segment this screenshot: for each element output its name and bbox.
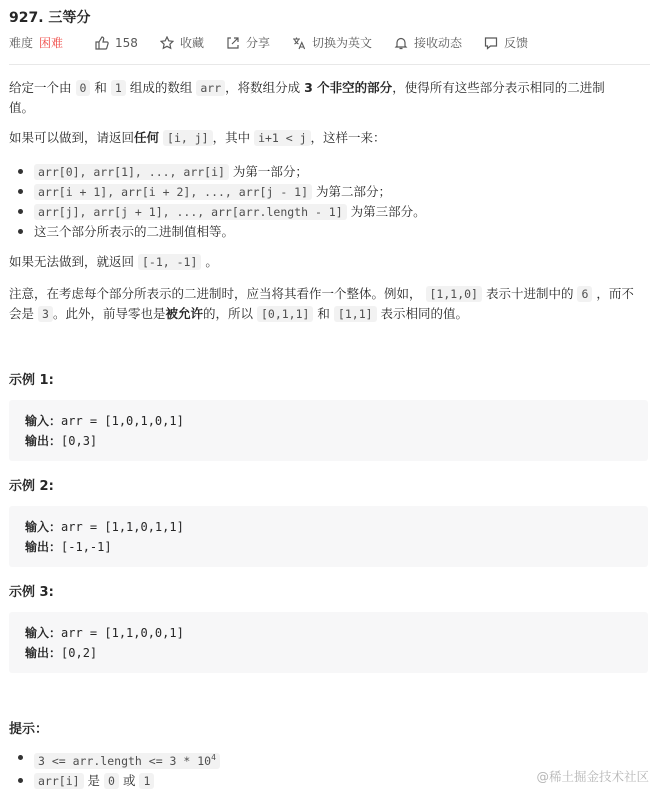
input-value: arr = [1,1,0,0,1] [61,626,184,640]
favorite-label: 收藏 [179,36,204,50]
feedback-label: 反馈 [504,36,529,50]
translate-label: 切换为英文 [311,36,372,50]
share-icon [226,36,240,50]
list-item: arr[0], arr[1], ..., arr[i] 为第一部分； [34,162,426,182]
example-2-block [9,506,648,567]
example-1-block [9,400,648,461]
output-label: 输出： [25,434,62,448]
problem-title: 927. 三等分 [9,10,91,26]
like-count: 158 [115,35,138,50]
description-paragraph-2: 如果可以做到，请返回任何 [i, j] ，其中 i+1 < j ，这样一来： [9,130,386,145]
share-label: 分享 [245,36,270,50]
constraints-heading: 提示： [9,722,49,737]
list-item: 这三个部分所表示的二进制值相等。 [34,222,426,241]
thumbs-up-icon [95,36,109,50]
output-label: 输出： [25,646,62,660]
share-button[interactable] [226,34,270,51]
output-value: [0,2] [61,646,98,660]
input-value: arr = [1,0,1,0,1] [61,414,184,428]
input-value: arr = [1,1,0,1,1] [61,520,184,534]
example-3-block [9,612,648,673]
notify-button[interactable] [394,34,462,51]
list-item: 3 <= arr.length <= $3 * 10^4$ [34,748,220,771]
translate-icon [292,36,306,50]
output-label: 输出： [25,540,62,554]
example-1-heading: 示例 1: [9,373,54,388]
list-item: arr[i + 1], arr[i + 2], ..., arr[j - 1] 为第二部分； [34,182,426,202]
notify-label: 接收动态 [413,36,462,50]
input-label: 输入： [25,414,62,428]
watermark: @稀土掘金技术社区 [536,769,649,784]
example-2-heading: 示例 2: [9,479,54,494]
feedback-button[interactable] [484,34,528,51]
difficulty-value: 困难 [39,36,64,50]
example-3-heading: 示例 3: [9,585,54,600]
difficulty-label: 难度 [9,36,34,50]
description-paragraph-1: 给定一个由 0 和 1 组成的数组 arr ，将数组分成 3 个非空的部分，使得所有这些部分表示相同的二进制 值。 [9,80,605,115]
problem-meta-bar [9,34,550,51]
input-label: 输入： [25,520,62,534]
list-item: arr[j], arr[j + 1], ..., arr[arr.length - 1] 为第三部分。 [34,202,426,222]
bell-icon [394,36,408,50]
favorite-button[interactable] [160,34,204,51]
like-button[interactable] [95,36,138,50]
star-icon [160,36,174,50]
constraints-list [34,748,220,791]
feedback-icon [484,36,498,50]
list-item: arr[i] 是 0 或 1 [34,771,220,791]
output-value: [0,3] [61,434,98,448]
partition-list [34,162,426,241]
output-value: [-1,-1] [61,540,112,554]
description-paragraph-3: 如果无法做到，就返回 [-1, -1] 。 [9,254,218,269]
description-paragraph-4: 注意，在考虑每个部分所表示的二进制时，应当将其看作一个整体。例如， [1,1,0] 表示十进制中的 6 ，而不 会是 3 。此外，前导零也是被允许的，所以 [0,1,1] 和 [1,1] 表示相同的值。 [9,286,634,321]
input-label: 输入： [25,626,62,640]
translate-button[interactable] [292,34,372,51]
header-divider [9,64,650,65]
